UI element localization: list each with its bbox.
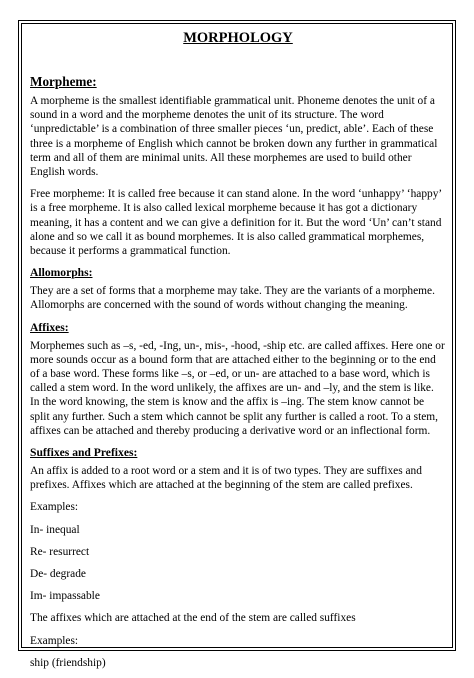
affixes-paragraph: Morphemes such as –s, -ed, -Ing, un-, mis-, -hood, -ship etc. are called affixes. Here one or more sounds occur as a bound form that are attached either to the beginning or to the end of a base word. These forms like –s, or –ed, or un- are attached to a base word, which is called a stem word. In the word unlikely, the affixes are un- and –ly, and the stem is like. In the word knowing, the stem is know and the affix is –ing. The stem know cannot be split any further. Such a stem which cannot be split any further is called a root. To a stem, affixes can be attached and thereby producing a derivative word or an inflectional form. [30, 339, 445, 437]
suffix-example: ship (friendship) [30, 656, 106, 669]
allomorphs-paragraph: They are a set of forms that a morpheme may take. They are the variants of a morpheme. Allomorphs are concerned with the sound of words without changing the meaning. [30, 285, 435, 312]
morpheme-paragraph-2: Free morpheme: It is called free because it can stand alone. In the word ‘unhappy’ ‘happy’ is a free morpheme. It is also called lexical morpheme because it has got a dictionary meaning, it has a content and we can give a definition for it. But the word ‘Un’ can’t stand alone and so we call it as bound morphemes. It is also called grammatical morphemes, because it performs a grammatical function. [30, 188, 442, 258]
suffix-intro: The affixes which are attached at the end of the stem are called suffixes [30, 612, 356, 625]
examples-label: Examples: [30, 501, 79, 514]
suffixes-prefixes-paragraph: An affix is added to a root word or a stem and it is of two types. They are suffixes and prefixes. Affixes which are attached at the beginning of the stem are called prefixes. [30, 465, 422, 492]
allomorphs-heading: Allomorphs: [30, 266, 93, 280]
morpheme-paragraph-1: A morpheme is the smallest identifiable grammatical unit. Phoneme denotes the unit of a sound in a word and the morpheme denotes the unit of its structure. The word ‘unpredictable’ is a combination of three smaller pieces ‘un, predict, able’. Each of these three is a morpheme of English which cannot be broken down any further in grammatical term and all of them are minimal units. All these morphemes are used to build other English words. [30, 95, 438, 179]
suffixes-prefixes-heading: Suffixes and Prefixes: [30, 446, 138, 460]
affixes-heading: Affixes: [30, 320, 69, 334]
document-content [30, 30, 446, 678]
morpheme-heading: Morpheme: [30, 74, 97, 89]
prefix-example: De- degrade [30, 568, 86, 581]
document-title: MORPHOLOGY [183, 30, 293, 46]
prefix-example: Im- impassable [30, 590, 100, 603]
prefix-example: In- inequal [30, 523, 80, 536]
prefix-example: Re- resurrect [30, 545, 90, 558]
examples-label: Examples: [30, 634, 79, 647]
